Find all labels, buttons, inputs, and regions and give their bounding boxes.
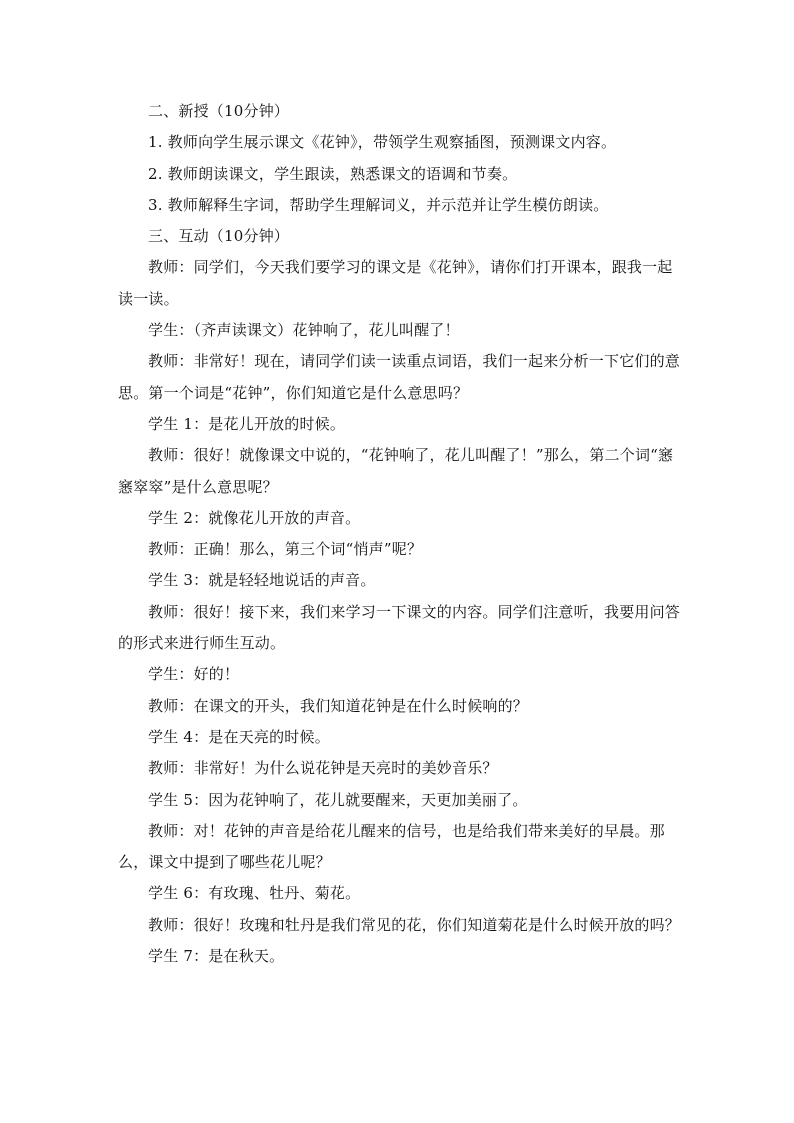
dialogue-teacher: 教师：对！花钟的声音是给花儿醒来的信号，也是给我们带来美好的早晨。那么，课文中提到了哪些花儿呢？ xyxy=(118,821,665,872)
section-heading-new-lesson: 二、新授（10分钟） xyxy=(148,102,290,120)
dialogue-student: 学生 2：就像花儿开放的声音。 xyxy=(148,508,361,527)
dialogue-student: 学生 5：因为花钟响了，花儿就要醒来，天更加美丽了。 xyxy=(148,790,528,809)
dialogue-teacher: 教师：非常好！现在，请同学们读一读重点词语，我们一起来分析一下它们的意思。第一个词是“花钟”，你们知道它是什么意思吗？ xyxy=(118,352,681,402)
dialogue-student: 学生 4：是在天亮的时候。 xyxy=(148,727,330,746)
dialogue-teacher: 教师：非常好！为什么说花钟是天亮时的美妙音乐？ xyxy=(148,759,498,778)
list-item-2: 2. 教师朗读课文，学生跟读，熟悉课文的语调和节奏。 xyxy=(148,164,518,183)
dialogue-student: 学生 7：是在秋天。 xyxy=(148,947,285,966)
document-body xyxy=(118,96,680,972)
dialogue-student: 学生 6：有玫瑰、牡丹、菊花。 xyxy=(148,884,361,903)
dialogue-teacher: 教师：很好！就像课文中说的，“花钟响了，花儿叫醒了！”那么，第二个词“窸窸窣窣”是什么意思呢？ xyxy=(118,446,674,496)
dialogue-teacher: 教师：同学们，今天我们要学习的课文是《花钟》，请你们打开课本，跟我一起读一读。 xyxy=(118,258,673,308)
list-item-3: 3. 教师解释生字词，帮助学生理解词义，并示范并让学生模仿朗读。 xyxy=(148,195,609,214)
dialogue-student: 学生：好的！ xyxy=(148,665,240,684)
dialogue-teacher: 教师：正确！那么，第三个词“悄声”呢？ xyxy=(148,540,423,559)
dialogue-teacher: 教师：在课文的开头，我们知道花钟是在什么时候响的？ xyxy=(148,696,529,715)
dialogue-student: 学生 3：就是轻轻地说话的声音。 xyxy=(148,571,376,590)
dialogue-teacher: 教师：很好！接下来，我们来学习一下课文的内容。同学们注意听，我要用问答的形式来进行师生互动。 xyxy=(118,602,681,653)
section-heading-interaction: 三、互动（10分钟） xyxy=(148,227,290,246)
dialogue-student: 学生 1：是花儿开放的时候。 xyxy=(148,414,346,433)
dialogue-teacher: 教师：很好！玫瑰和牡丹是我们常见的花，你们知道菊花是什么时候开放的吗？ xyxy=(148,915,681,934)
dialogue-student: 学生：（齐声读课文）花钟响了，花儿叫醒了！ xyxy=(148,321,460,340)
list-item-1: 1. 教师向学生展示课文《花钟》，带领学生观察插图，预测课文内容。 xyxy=(148,133,617,152)
